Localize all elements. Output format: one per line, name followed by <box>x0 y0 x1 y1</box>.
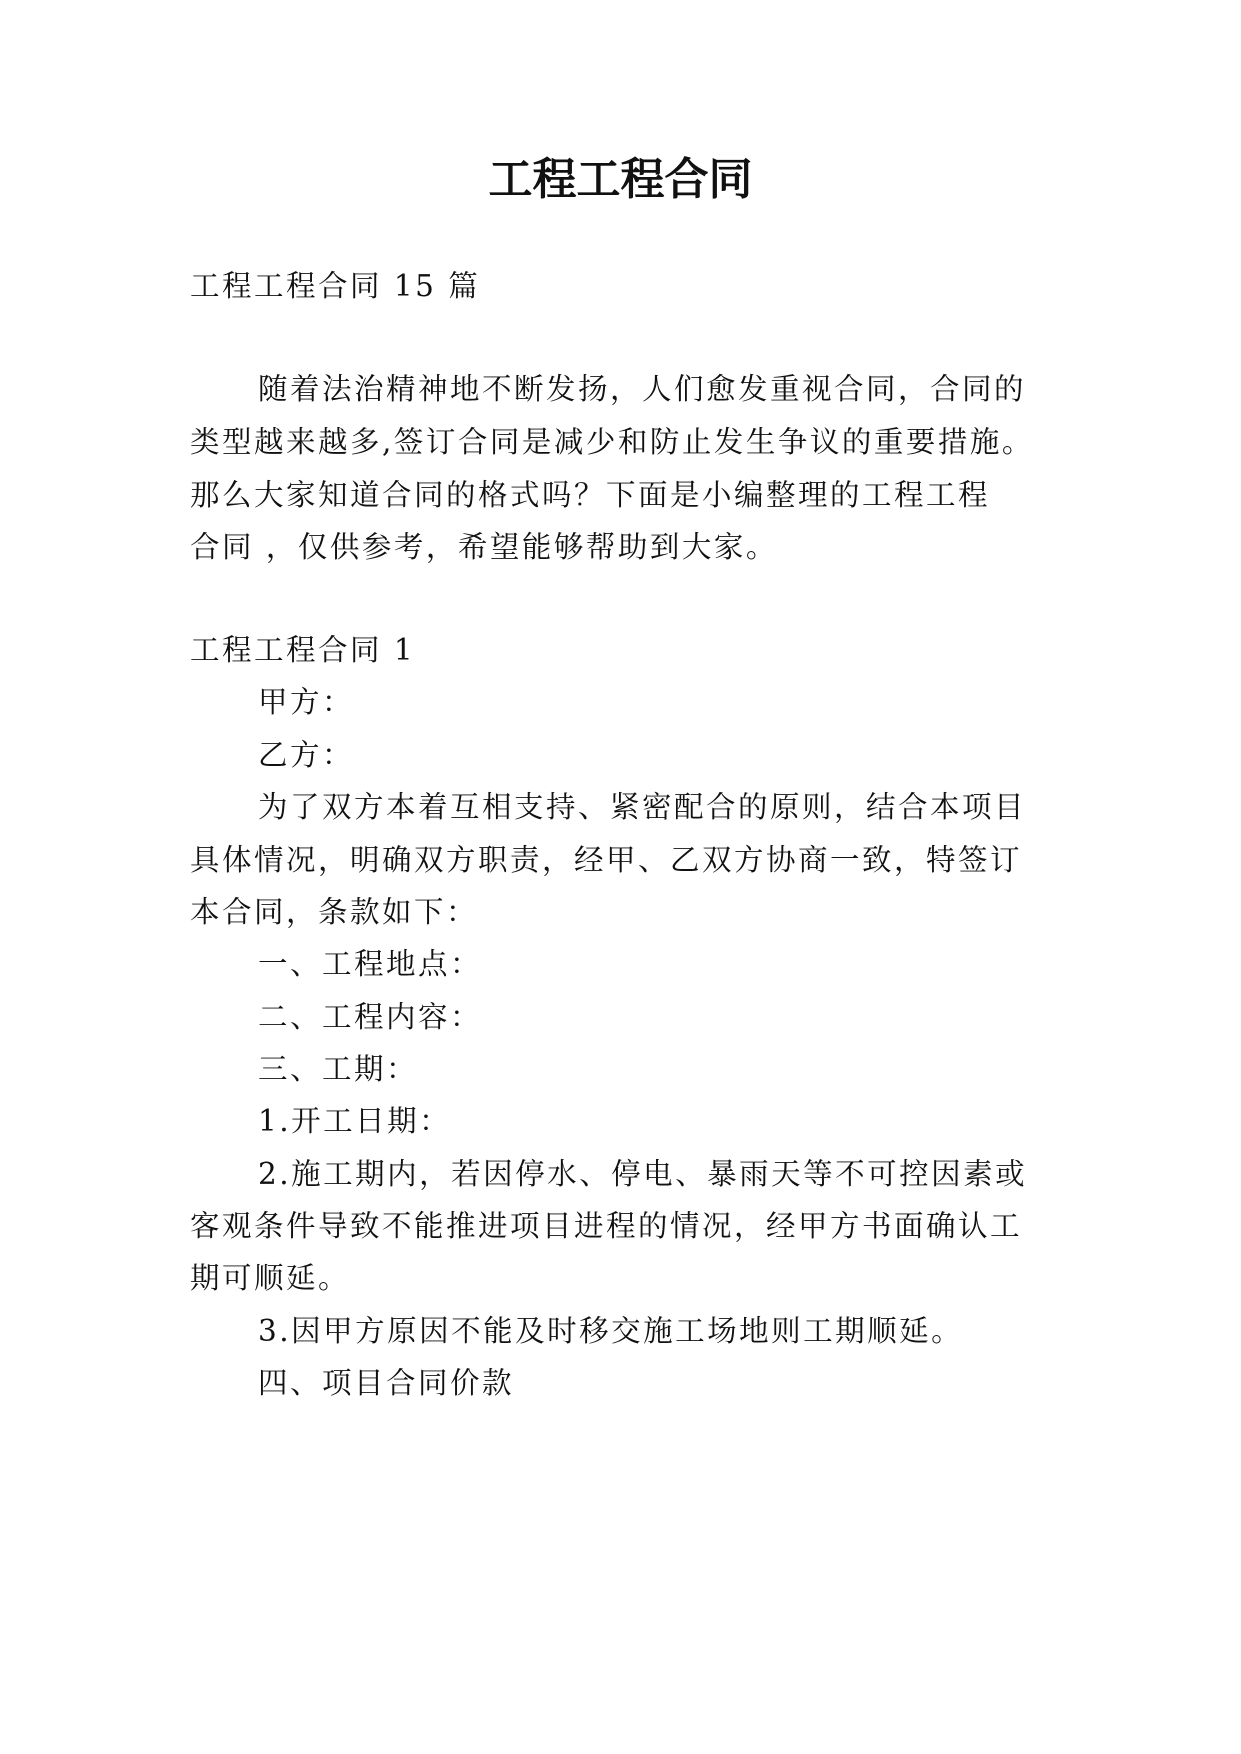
section-heading: 工程工程合同 1 <box>190 633 416 667</box>
preamble-line-3: 本合同，条款如下： <box>190 895 479 929</box>
intro-line-1: 随着法治精神地不断发扬，人们愈发重视合同，合同的 <box>258 372 1027 406</box>
item-site-handover: 3.因甲方原因不能及时移交施工场地则工期顺延。 <box>258 1314 964 1348</box>
item-start-date: 1.开工日期： <box>258 1104 452 1138</box>
clause-location: 一、工程地点： <box>258 947 483 981</box>
intro-line-2: 类型越来越多,签订合同是减少和防止发生争议的重要措施。 <box>190 425 1034 459</box>
item-extension-line-3: 期可顺延。 <box>190 1261 351 1295</box>
item-extension-line-2: 客观条件导致不能推进项目进程的情况，经甲方书面确认工 <box>190 1209 1023 1243</box>
party-b-label: 乙方： <box>258 738 355 772</box>
clause-duration: 三、工期： <box>258 1052 419 1086</box>
party-a-label: 甲方： <box>258 685 355 719</box>
intro-line-3: 那么大家知道合同的格式吗？下面是小编整理的工程工程 <box>190 478 991 512</box>
clause-content: 二、工程内容： <box>258 1000 483 1034</box>
intro-line-4: 合同 ，仅供参考，希望能够帮助到大家。 <box>190 530 778 564</box>
preamble-line-2: 具体情况，明确双方职责，经甲、乙双方协商一致，特签订 <box>190 843 1023 877</box>
clause-contract-price: 四、项目合同价款 <box>258 1366 515 1400</box>
preamble-line-1: 为了双方本着互相支持、紧密配合的原则，结合本项目 <box>258 790 1027 824</box>
document-subtitle: 工程工程合同 15 篇 <box>190 269 481 303</box>
item-extension-line-1: 2.施工期内，若因停水、停电、暴雨天等不可控因素或 <box>258 1157 1028 1191</box>
document-title: 工程工程合同 <box>488 154 753 205</box>
